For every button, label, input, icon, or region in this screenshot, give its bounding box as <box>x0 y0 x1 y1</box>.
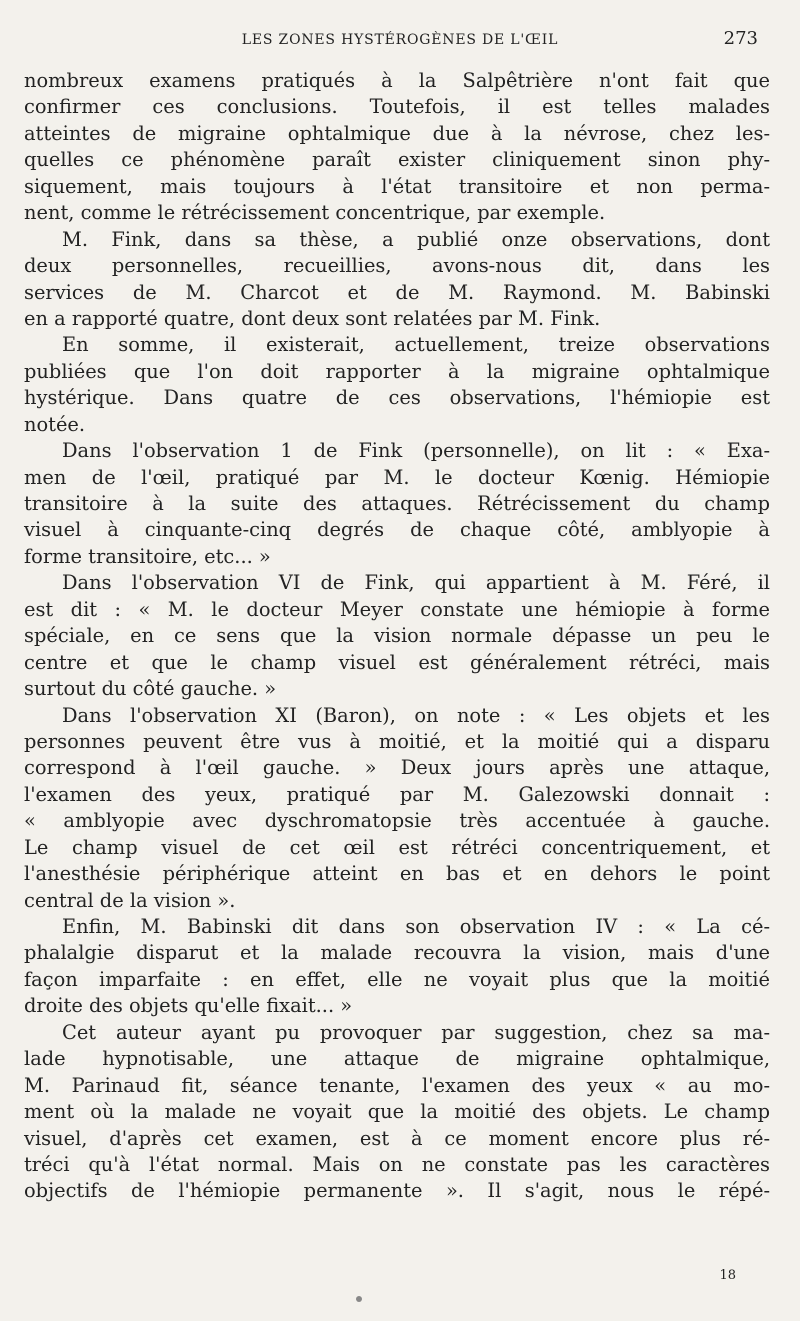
text-line: central de la vision ». <box>24 888 236 912</box>
text-line: Enfin, M. Babinski dit dans son observation IV : « La cé- <box>62 915 770 938</box>
text-line: deux personnelles, recueillies, avons-nous dit, dans les <box>24 254 770 278</box>
text-line: forme transitoire, etc... » <box>24 544 271 568</box>
text-line: Dans l'observation VI de Fink, qui appartient à M. Féré, il <box>62 571 770 595</box>
text-line: façon imparfaite : en effet, elle ne voyait plus que la moitié <box>24 967 770 991</box>
text-line: Dans l'observation XI (Baron), on note : « Les objets et les <box>62 703 770 727</box>
text-line: M. Parinaud fit, séance tenante, l'examen des yeux « au mo- <box>24 1073 770 1097</box>
text-line: transitoire à la suite des attaques. Rétrécissement du champ <box>24 492 770 515</box>
text-line: phalalgie disparut et la malade recouvra la vision, mais d'une <box>24 941 770 965</box>
text-line: objectifs de l'hémiopie permanente ». Il s'agit, nous le répé- <box>24 1179 770 1203</box>
text-line: men de l'œil, pratiqué par M. le docteur Kœnig. Hémiopie <box>24 465 770 489</box>
text-line: personnes peuvent être vus à moitié, et la moitié qui a disparu <box>24 729 770 753</box>
text-line: Dans l'observation 1 de Fink (personnelle), on lit : « Exa- <box>62 439 770 463</box>
text-line: siquement, mais toujours à l'état transitoire et non perma- <box>24 174 770 198</box>
page-header <box>30 28 770 52</box>
text-line: visuel à cinquante-cinq degrés de chaque côté, amblyopie à <box>24 518 770 542</box>
text-line: hystérique. Dans quatre de ces observations, l'hémiopie est <box>24 386 770 410</box>
text-line: nombreux examens pratiqués à la Salpêtrière n'ont fait que <box>24 69 770 92</box>
signature-mark: 18 <box>719 1268 736 1283</box>
text-line: nent, comme le rétrécissement concentrique, par exemple. <box>24 201 606 225</box>
page-number: 273 <box>723 28 758 49</box>
text-line: l'examen des yeux, pratiqué par M. Galezowski donnait : <box>24 782 770 806</box>
text-line: publiées que l'on doit rapporter à la migraine ophtalmique <box>24 359 770 383</box>
text-line: services de M. Charcot et de M. Raymond. M. Babinski <box>24 280 770 304</box>
ink-speck <box>356 1296 362 1302</box>
text-line: notée. <box>24 412 86 436</box>
text-line: « amblyopie avec dyschromatopsie très accentuée à gauche. <box>24 809 770 833</box>
text-line: lade hypnotisable, une attaque de migraine ophtalmique, <box>24 1047 770 1071</box>
text-line: centre et que le champ visuel est généralement rétréci, mais <box>24 650 770 674</box>
text-line: surtout du côté gauche. » <box>24 677 277 701</box>
text-line: atteintes de migraine ophtalmique due à la névrose, chez les- <box>24 121 770 145</box>
text-line: Cet auteur ayant pu provoquer par suggestion, chez sa ma- <box>62 1020 770 1044</box>
text-line: tréci qu'à l'état normal. Mais on ne constate pas les caractères <box>24 1152 770 1176</box>
text-line: en a rapporté quatre, dont deux sont relatées par M. Fink. <box>24 306 601 330</box>
text-line: quelles ce phénomène paraît exister cliniquement sinon phy- <box>24 148 770 172</box>
text-line: En somme, il existerait, actuellement, treize observations <box>62 333 770 357</box>
text-line: est dit : « M. le docteur Meyer constate une hémiopie à forme <box>24 597 770 621</box>
text-line: droite des objets qu'elle fixait... » <box>24 994 353 1018</box>
text-line: Le champ visuel de cet œil est rétréci concentriquement, et <box>24 835 770 859</box>
text-line: visuel, d'après cet examen, est à ce moment encore plus ré- <box>24 1126 770 1150</box>
text-line: spéciale, en ce sens que la vision normale dépasse un peu le <box>24 624 770 648</box>
text-line: M. Fink, dans sa thèse, a publié onze observations, dont <box>62 227 770 251</box>
running-title: LES ZONES HYSTÉROGÈNES DE L'ŒIL <box>241 32 559 48</box>
body-text <box>24 68 770 1205</box>
text-line: ment où la malade ne voyait que la moitié des objets. Le champ <box>24 1100 770 1124</box>
text-line: correspond à l'œil gauche. » Deux jours après une attaque, <box>24 756 770 780</box>
text-line: confirmer ces conclusions. Toutefois, il est telles malades <box>24 95 770 119</box>
text-line: l'anesthésie périphérique atteint en bas et en dehors le point <box>24 862 770 886</box>
